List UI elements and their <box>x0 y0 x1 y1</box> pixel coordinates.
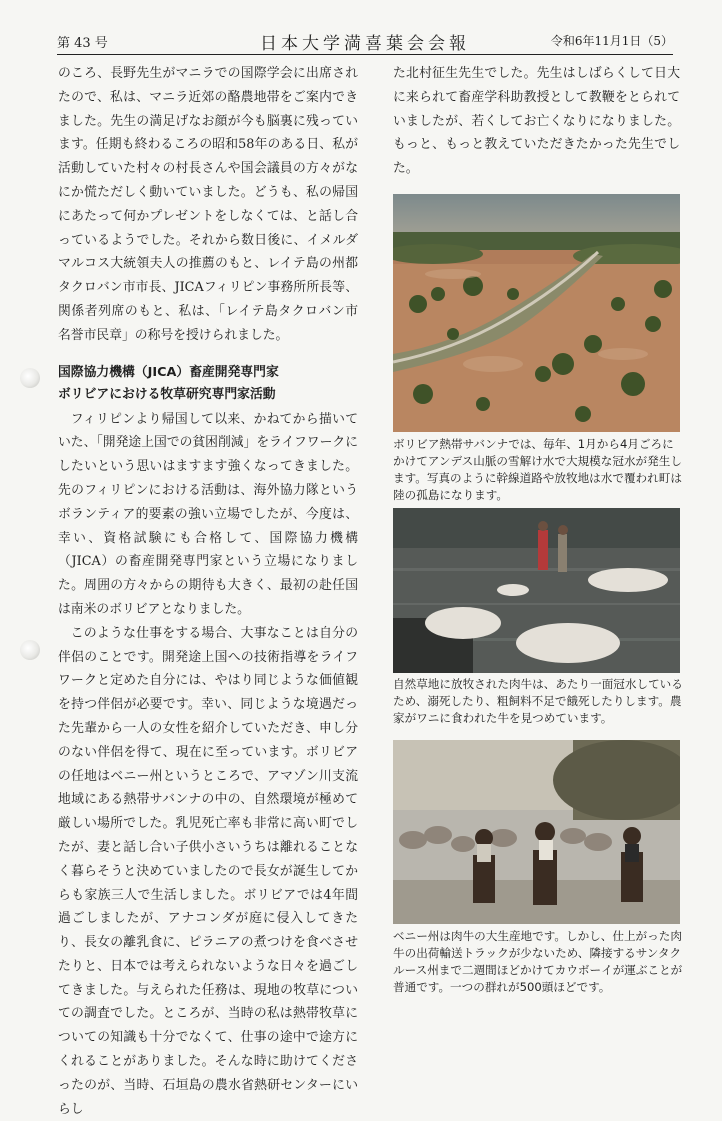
body-paragraph: このような仕事をする場合、大事なことは自分の伴侶のことです。開発途上国への技術指導をライフワークと定めた自分には、やはり同じような価値観を持つ伴侶が必要です。幸い、同じような境遇だった先輩から一人の女性を紹介していただき、申し分のない伴侶を得て、現在に至っています。ボリビアの任地はベニー州というところで、アマゾン川支流地域にある熱帯サバンナの中の、自然環境が極めて厳しい場所でした。乳児死亡率も非常に高い町でしたが、妻と話し合い子供小さいうちは離れることなく暮らそうと決めていましたので長女が誕生してからも家族三人で生活しました。ボリビアでは4年間過ごしましたが、アナコンダが庭に侵入してきたり、長女の離乳食に、ピラニアの煮つけを食べさせたりと、日本では考えられないような日々を過ごしてきました。与えられた任務は、現地の牧草についての調査でした。ところが、当時の私は熱帯牧草についての知識も十分でなくて、仕事の途中で途方にくれることがありました。そんな時に助けてくださったのが、当時、石垣島の農水省熱研センターにいらし <box>58 625 358 1117</box>
issue-date: 令和6年11月1日（5） <box>550 34 673 48</box>
page-header <box>57 26 673 55</box>
photo-caption: ベニー州は肉牛の大生産地です。しかし、仕上がった肉牛の出荷輸送トラックが少ないため、隣接するサンタクルース州まで二週間ほどかけてカウボーイが運ぶことが普通です。一つの群れが500頭ほどです。 <box>393 929 683 994</box>
photo-caption: ボリビア熱帯サバンナでは、毎年、1月から4月ごろにかけてアンデス山脈の雪解け水で大規模な冠水が発生します。写真のように幹線道路や放牧地は水で覆われ町は陸の孤島になります。 <box>393 437 682 502</box>
body-paragraph: のころ、長野先生がマニラでの国際学会に出席されたので、私は、マニラ近郊の酪農地帯をご案内できました。先生の満足げなお顔が今も脳裏に残っています。任期も終わるころの昭和58年のある日、私が活動していた村々の村長さんや国会議員の方々がなにか慌ただしく動いていました。どうも、私の帰国にあたって何かプレゼントをしなくては、と話し合っているようでした。それから数日後に、イメルダマルコス大統領夫人の推薦のもと、レイテ島の州都タクロバン市市長、JICAフィリピン事務所所長等、関係者列席のもと、私は、「レイテ島タクロバン市名誉市民章」の称号を授けられました。 <box>58 66 358 343</box>
issue-number: 第 43 号 <box>57 36 108 51</box>
body-paragraph: フィリピンより帰国して以来、かねてから描いていた、「開発途上国での貧困削減」をライフワークにしたいという思いはますます強くなってきました。先のフィリピンにおける活動は、海外協力隊というボランティア的要素の強い立場でしたが、今度は、幸い、資格試験にも合格して、国際協力機構（JICA）の畜産開発専門家という立場になりました。周囲の方々からの期待も大きく、最初の赴任国は南米のボリビアとなりました。 <box>58 411 358 617</box>
section-heading-line2: ボリビアにおける牧草研究専門家活動 <box>58 386 276 402</box>
drowned-cattle-photo <box>393 508 680 673</box>
flooded-savanna-aerial-photo <box>393 194 680 432</box>
right-column <box>393 62 680 181</box>
body-paragraph: た北村征生先生でした。先生はしばらくして日大に来られて畜産学科助教授として教鞭をとられていましたが、若くしてお亡くなりになりました。もっと、もっと教えていただきたかった先生でした。 <box>393 66 680 177</box>
section-heading-line1: 国際協力機構（JICA）畜産開発専門家 <box>58 364 279 380</box>
cowboys-herding-cattle-photo <box>393 740 680 924</box>
section-heading <box>58 362 358 406</box>
binder-hole-top <box>20 368 40 388</box>
left-column <box>58 62 358 1121</box>
newsletter-title: 日本大学満喜葉会会報 <box>260 34 470 54</box>
photo-caption: 自然草地に放牧された肉牛は、あたり一面冠水しているため、溺死したり、粗飼料不足で餓死したりします。農家がワニに食われた牛を見つめています。 <box>393 677 683 725</box>
binder-hole-bottom <box>20 640 40 660</box>
